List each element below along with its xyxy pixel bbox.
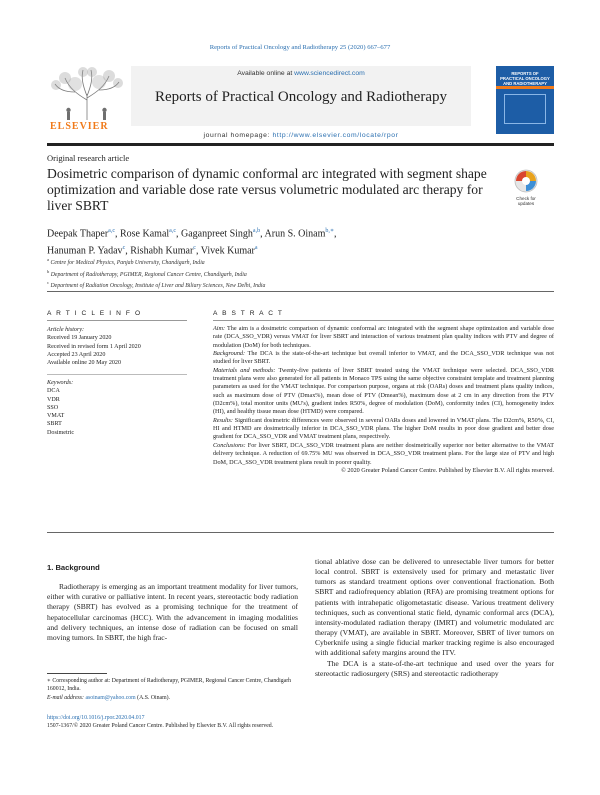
email-label: E-mail address: (47, 694, 84, 701)
article-info-rule (47, 320, 187, 321)
header-divider (47, 143, 554, 146)
authors-divider (47, 291, 554, 292)
elsevier-wordmark: ELSEVIER (50, 121, 109, 132)
author-name[interactable]: Rishabh Kumar (130, 245, 194, 257)
abstract-rule (213, 320, 554, 321)
aim-label: Aim: (213, 325, 226, 332)
results-label: Results: (213, 416, 233, 424)
author-affiliation-marker[interactable]: a,c (108, 228, 115, 234)
author-affiliation-marker[interactable]: b,∗ (325, 228, 334, 234)
keyword-item: SBRT (47, 421, 62, 428)
abstract-copyright: © 2020 Greater Poland Cancer Centre. Published by Elsevier B.V. All rights reserved. (341, 466, 554, 474)
body-left-column (47, 563, 298, 643)
keyword-item: Dosimetric (47, 429, 75, 436)
affiliation-item (47, 256, 497, 268)
homepage-label: journal homepage: (203, 132, 270, 139)
header-banner (131, 66, 471, 126)
keyword-item: DCA (47, 388, 60, 395)
check-for-updates-badge[interactable] (508, 168, 544, 208)
cover-graphic (504, 94, 546, 124)
issn-copyright-line: 1507-1367/© 2020 Greater Poland Cancer Centre. Published by Elsevier B.V. All rights reserved. (47, 723, 274, 730)
author-affiliation-marker[interactable]: a (254, 245, 258, 252)
aim-text: The aim is a dosimetric comparison of dynamic conformal arc integrated with the segment shape optimization and variable dose rate (DCA_SSO_VDR) versus VMAT for liver SBRT and interaction of various treatment plan quality indices with PTV and degree of modulation (DoM) for both techniques. (213, 325, 554, 349)
author-name[interactable]: Arun S. Oinam (264, 228, 326, 240)
author-affiliation-marker[interactable]: c (122, 245, 126, 252)
email-link[interactable]: asoinam@yahoo.com (85, 694, 136, 701)
email-suffix: (A.S. Oinam). (137, 694, 171, 701)
history-item: Received in revised form 1 April 2020 (47, 343, 141, 350)
results-text: Significant dosimetric differences were observed in several OARs doses and lowered in VMAT plans. The D2cm%, R50%, CI, HI and HTMD are dosimetrically inferior in DCA_SSO_VDR plans. The higher DoM results in poor dose gradient and better dose gradient for DCA_SSO_VDR and VMAT treatment plans, respectively. (213, 416, 554, 441)
affiliation-item (47, 268, 497, 280)
author-name[interactable]: Hanuman P. Yadav (47, 245, 123, 257)
abstract-heading: A B S T R A C T (213, 310, 284, 317)
corresponding-author-text: ∗ Corresponding author at: Department of Radiotherapy, PGIMER, Regional Cancer Centre, Chandigarh 160012, India. (47, 678, 292, 693)
author-name[interactable]: Vivek Kumar (200, 245, 255, 257)
available-online-prefix: Available online at (237, 70, 293, 77)
cover-title-text: REPORTS OF PRACTICAL ONCOLOGY AND RADIOTHERAPY (500, 71, 550, 87)
body-right-column (315, 557, 554, 679)
keyword-item: SSO (47, 404, 59, 411)
abstract-background (213, 350, 554, 367)
abstract-conclusions (213, 442, 554, 467)
sciencedirect-link[interactable]: www.sciencedirect.com (294, 70, 365, 77)
author-name[interactable]: Deepak Thaper (47, 228, 109, 240)
elsevier-tree-logo (47, 66, 127, 134)
doi-link[interactable]: https://doi.org/10.1016/j.rpor.2020.04.017 (47, 715, 145, 721)
background-text: The DCA is the state-of-the-art technique but overall inferior to VMAT, and the DCA_SSO_VDR technique was not studied for liver SBRT. (213, 350, 555, 366)
author-list: Deepak Thaper$^{a,c}$, Rose Kamal$^{a,c}$, Gaganpreet Singh$^{a,b}$, Arun S. Oinam$^{b,∗}$, Hanuman P. Yadav$^c$, Rishabh Kumar$^c$, Vivek Kumar$^a$ (47, 228, 337, 257)
history-item: Available online 20 May 2020 (47, 360, 122, 367)
crossmark-icon (508, 168, 544, 196)
methods-text: Twenty-five patients of liver SBRT treated using the VMAT technique were selected. DCA_SSO_VDR treatment plans were also generated for all patients in Monaco TPS using the same objective constraint template and treatment planning parameters as used for the VMAT technique. For comparison purpose, organs at risk (OARs) doses and treatment plans quality indices, such as maximum dose of PTV (Dmax%), mean dose of PTV (Dmean%), maximum dose at 2 cm in any direction from the PTV (D2cm%), total monitor units (MU's), gradient index R50%, degree of modulation (DoM), conformity index (CI), homogeneity index (HI), and healthy tissue mean dose (HTMD) were compared. (213, 366, 555, 416)
author-affiliation-marker[interactable]: a,b (252, 228, 261, 234)
keyword-item: VDR (47, 396, 60, 403)
journal-homepage-line (131, 132, 471, 139)
journal-header (47, 66, 554, 130)
affiliation-marker: b (47, 268, 50, 274)
history-label: Article history: (47, 327, 85, 333)
homepage-link[interactable]: http://www.elsevier.com/locate/rpor (272, 132, 399, 139)
abstract-methods (213, 367, 554, 417)
footnote-rule (47, 673, 107, 674)
doi-block (47, 714, 427, 731)
author-affiliation-marker[interactable]: a,c (169, 228, 176, 234)
keyword-item: VMAT (47, 413, 65, 420)
corresponding-author-footnote (47, 677, 297, 702)
author-affiliation-marker[interactable]: c (193, 245, 196, 252)
article-type: Original research article (47, 153, 130, 163)
keywords-divider (47, 374, 187, 375)
available-online-line (131, 70, 471, 77)
history-item: Received 19 January 2020 (47, 335, 112, 342)
article-info-heading: A R T I C L E I N F O (47, 310, 142, 317)
background-label: Background: (213, 350, 246, 358)
cover-stripe (496, 86, 554, 89)
conclusions-label: Conclusions: (213, 441, 246, 449)
affiliation-marker: c (47, 280, 49, 286)
check-for-updates-label: Check for updates (516, 196, 536, 207)
body-paragraph: tional ablative dose can be delivered to unresectable liver tumors for better local control. SBRT is extensively used for primary and metastatic liver tumors as standard treatment options over conventional fractionation. Both SBRT and radiofrequency ablation (RFA) are promising treatment options for patients with intrahepatic oligometastatic disease. Various treatment delivery techniques, such as conventional static field, dynamic conformal arcs (DCA), intensity-modulated radiation therapy (IMRT) and volumetric modulated arc therapy (VMAT), are available in SBRT. Moreover, SBRT of liver tumors on Cyberknife using a single fiducial marker tracking regime is also encouraged with additional safety margins around the ITV. (315, 557, 554, 658)
author-name[interactable]: Gaganpreet Singh (180, 228, 253, 240)
abstract-aim (213, 325, 554, 350)
author-name[interactable]: Rose Kamal (120, 228, 170, 240)
affiliation-text: Department of Radiotherapy, PGIMER, Regional Cancer Centre, Chandigarh, India (50, 271, 247, 278)
article-title: Dosimetric comparison of dynamic conformal arc integrated with segment shape optimization and variable dose rate versus volumetric modulated arc therapy for liver SBRT (47, 166, 487, 213)
section-heading: 1. Background (47, 563, 100, 572)
email-line (47, 694, 297, 702)
affiliation-marker: a (47, 257, 49, 262)
journal-cover-thumbnail (496, 66, 554, 134)
body-paragraph: The DCA is a state-of-the-art technique and used over the years for stereotactic radiosurgery (SRS) and stereotactic radiotherapy (315, 658, 554, 678)
journal-title: Reports of Practical Oncology and Radiotherapy (154, 89, 447, 105)
affiliation-text: Centre for Medical Physics, Panjab University, Chandigarh, India (50, 259, 205, 266)
article-history (47, 326, 187, 367)
keywords-label: Keywords: (47, 380, 74, 386)
abstract-results (213, 417, 554, 442)
affiliation-text: Department of Radiation Oncology, Institute of Liver and Biliary Sciences, New Delhi, India (50, 282, 266, 289)
conclusions-text: For liver SBRT, DCA_SSO_VDR treatment plans are neither dosimetrically superior nor better alternative to the VMAT delivery technique. A reduction of 69.75% MU was observed in DCA_SSO_VDR treatment plans. For the large size of PTV and high DoM, DCA_SSO_VDR treatment plans result in poorer quality. (213, 441, 554, 466)
abstract-body (213, 325, 554, 475)
keywords-block (47, 379, 187, 437)
abstract-divider (47, 532, 554, 533)
affiliation-item (47, 279, 497, 291)
history-item: Accepted 23 April 2020 (47, 351, 106, 358)
journal-reference[interactable]: Reports of Practical Oncology and Radiotherapy 25 (2020) 667–677 (209, 44, 391, 51)
affiliation-list (47, 256, 497, 291)
methods-label: Materials and methods: (213, 366, 276, 374)
body-paragraph: Radiotherapy is emerging as an important treatment modality for liver tumors, either with curative or palliative intent. In recent years, stereotactic body radiation therapy (SBRT) has evolved as a promising technique for the treatment of hepatocellular carcinomas (HCC). With the advancement in imaging modalities and delivery techniques, an intense dose of radiation can be focused on small moving tumors. In SBRT, the high frac- (47, 582, 298, 642)
